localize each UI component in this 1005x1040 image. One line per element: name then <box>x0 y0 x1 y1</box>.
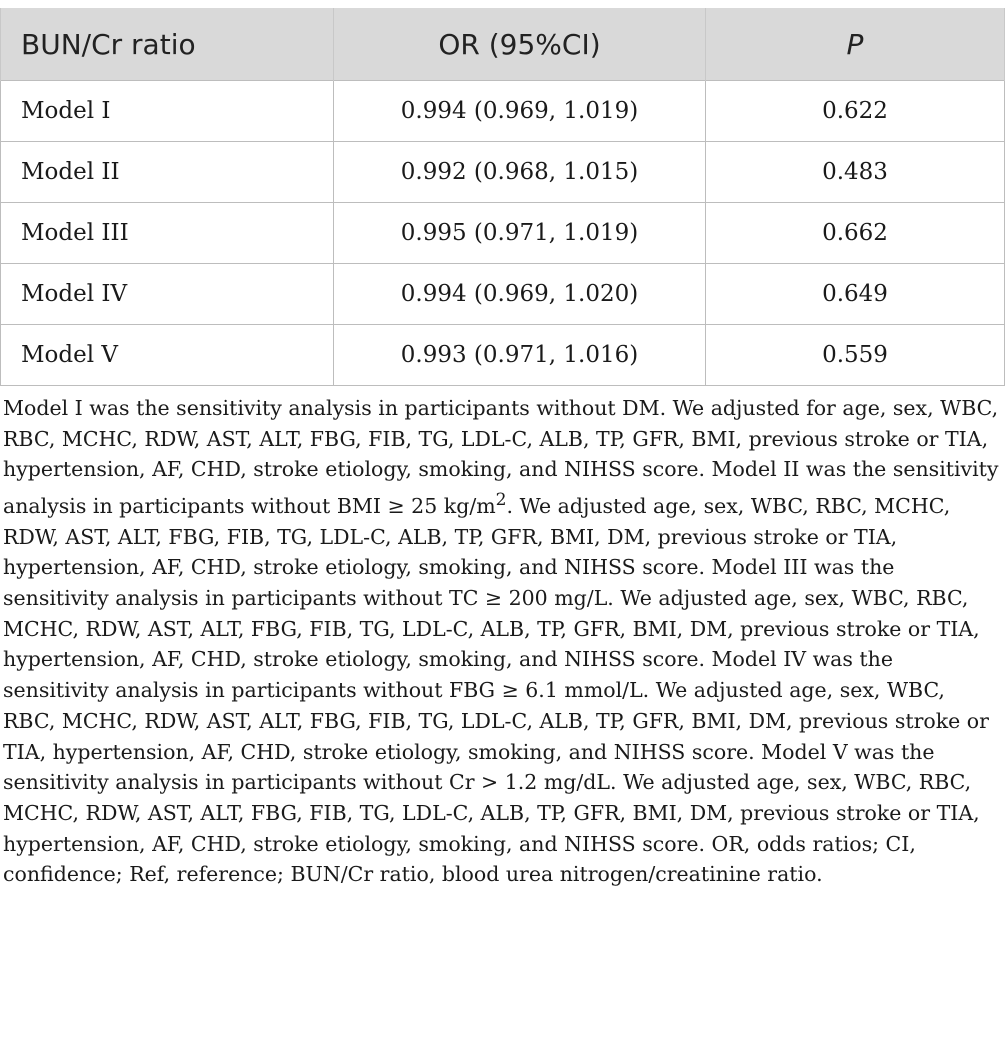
row-p-value: 0.483 <box>706 142 1005 203</box>
row-p-value: 0.662 <box>706 203 1005 264</box>
header-or-ci: OR (95%CI) <box>334 8 706 81</box>
table-row <box>1 142 1005 203</box>
row-or-ci-value: 0.992 (0.968, 1.015) <box>334 142 706 203</box>
row-p-value: 0.622 <box>706 81 1005 142</box>
table-row <box>1 325 1005 386</box>
row-model-label: Model II <box>1 142 334 203</box>
table-row <box>1 81 1005 142</box>
footnote-superscript: 2 <box>495 490 507 511</box>
row-model-label: Model III <box>1 203 334 264</box>
row-model-label: Model IV <box>1 264 334 325</box>
header-p-value: P <box>706 8 1005 81</box>
row-or-ci-value: 0.994 (0.969, 1.019) <box>334 81 706 142</box>
table-row <box>1 264 1005 325</box>
header-bun-cr-ratio: BUN/Cr ratio <box>1 8 334 81</box>
table-row <box>1 203 1005 264</box>
footnote-text-part-2: . We adjusted age, sex, WBC, RBC, MCHC, RDW, AST, ALT, FBG, FIB, TG, LDL-C, ALB, TP, GFR, BMI, DM, previous stroke or TIA, hypertension, AF, CHD, stroke etiology, smoking, and NIHSS score. Model III was the sensitivity analysis in participants without TC ≥ 200 mg/L. We adjusted age, sex, WBC, RBC, MCHC, RDW, AST, ALT, FBG, FIB, TG, LDL-C, ALB, TP, GFR, BMI, DM, previous stroke or TIA, hypertension, AF, CHD, stroke etiology, smoking, and NIHSS score. Model IV was the sensitivity analysis in participants without FBG ≥ 6.1 mmol/L. We adjusted age, sex, WBC, RBC, MCHC, RDW, AST, ALT, FBG, FIB, TG, LDL-C, ALB, TP, GFR, BMI, DM, previous stroke or TIA, hypertension, AF, CHD, stroke etiology, smoking, and NIHSS score. Model V was the sensitivity analysis in participants without Cr > 1.2 mg/dL. We adjusted age, sex, WBC, RBC, MCHC, RDW, AST, ALT, FBG, FIB, TG, LDL-C, ALB, TP, GFR, BMI, DM, previous stroke or TIA, hypertension, AF, CHD, stroke etiology, smoking, and NIHSS score. OR, odds ratios; CI, confidence; Ref, reference; BUN/Cr ratio, blood urea nitrogen/creatinine ratio. <box>3 493 989 887</box>
row-p-value: 0.649 <box>706 264 1005 325</box>
results-table-container <box>0 8 1004 386</box>
row-p-value: 0.559 <box>706 325 1005 386</box>
table-footnote <box>3 393 1002 890</box>
row-model-label: Model V <box>1 325 334 386</box>
table-header-row <box>1 8 1005 81</box>
sensitivity-analysis-table <box>0 8 1005 386</box>
row-or-ci-value: 0.994 (0.969, 1.020) <box>334 264 706 325</box>
row-model-label: Model I <box>1 81 334 142</box>
footnote-text-part-1: Model I was the sensitivity analysis in participants without DM. We adjusted for age, sex, WBC, RBC, MCHC, RDW, AST, ALT, FBG, FIB, TG, LDL-C, ALB, TP, GFR, BMI, previous stroke or TIA, hypertension, AF, CHD, stroke etiology, smoking, and NIHSS score. Model II was the sensitivity analysis in participants without BMI ≥ 25 kg/m <box>3 396 999 518</box>
row-or-ci-value: 0.995 (0.971, 1.019) <box>334 203 706 264</box>
row-or-ci-value: 0.993 (0.971, 1.016) <box>334 325 706 386</box>
